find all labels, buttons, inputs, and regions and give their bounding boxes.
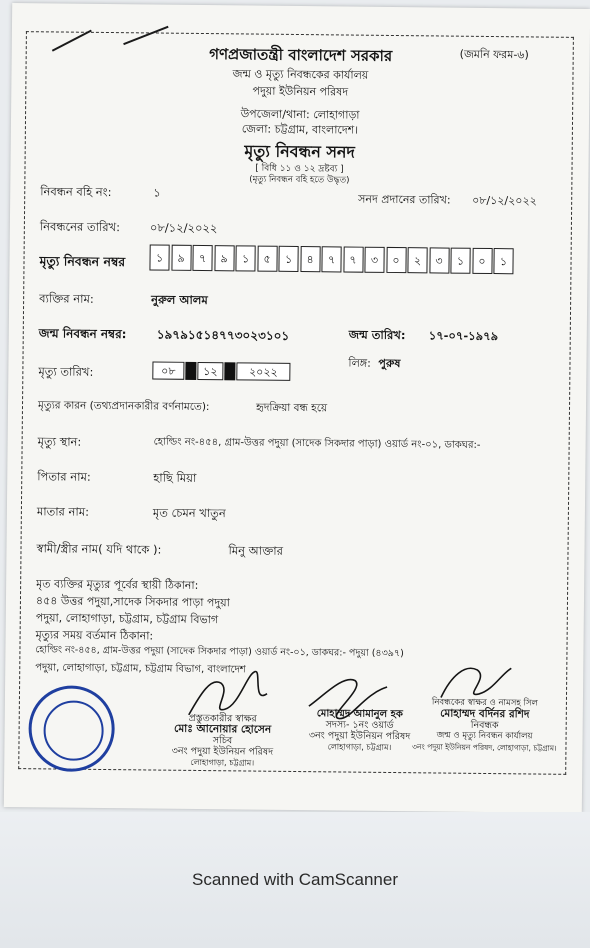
permanent-address-line2: পদুয়া, লোহাগাড়া, চট্টগ্রাম, চট্টগ্রাম বিভাগ bbox=[35, 611, 219, 627]
official-seal bbox=[28, 685, 115, 772]
spouse-name-label: স্বামী/স্ত্রীর নাম( যদি থাকে ): bbox=[36, 541, 162, 557]
death-registration-digit: ১ bbox=[278, 246, 298, 272]
header-government: গণপ্রজাতন্ত্রী বাংলাদেশ সরকার bbox=[209, 45, 393, 65]
current-address-line1: হোল্ডিং নং-৪৫৪, গ্রাম-উত্তর পদুয়া (সাদেক সিকদার পাড়া) ওয়ার্ড নং-০১, ডাকঘর:- পদুয়া (৪৩৯৭) bbox=[35, 644, 404, 660]
death-registration-digit: ৭ bbox=[321, 246, 341, 272]
permanent-address-line1: ৪৫৪ উত্তর পদুয়া,সাদেক সিকদার পাড়া পদুয়া bbox=[35, 594, 230, 610]
official-seal-inner-ring bbox=[43, 700, 104, 761]
scanner-watermark-text: Scanned with CamScanner bbox=[191, 870, 398, 889]
death-registration-digit: ৪ bbox=[300, 246, 320, 272]
register-book-value: ১ bbox=[153, 185, 161, 200]
preparer-role: প্রস্তুতকারীর স্বাক্ষর bbox=[188, 712, 257, 725]
signature-block-registrar bbox=[404, 697, 565, 754]
header-upazila: উপজেলা/থানা: লোহাগাড়া bbox=[240, 107, 360, 122]
death-date-boxes bbox=[152, 361, 292, 380]
death-registration-number-label: মৃত্যু নিবন্ধন নম্বর bbox=[39, 253, 126, 270]
death-registration-digit: ০ bbox=[472, 248, 492, 274]
death-registration-digit: ১ bbox=[149, 244, 169, 270]
birth-registration-number-label: জন্ম নিবন্ধন নম্বর: bbox=[38, 326, 127, 342]
current-address-line2: পদুয়া, লোহাগাড়া, চট্টগ্রাম, চট্টগ্রাম বিভাগ, বাংলাদেশ bbox=[35, 662, 246, 676]
header-union: পদুয়া ইউনিয়ন পরিষদ bbox=[252, 84, 349, 99]
register-book-label: নিবন্ধন বহি নং: bbox=[40, 184, 112, 200]
member-name: মোহাম্মদ আমানুল হক bbox=[316, 708, 403, 721]
mother-name-value: মৃত চেমন খাতুন bbox=[152, 505, 226, 521]
death-cause-value: হৃদক্রিয়া বন্ধ হয়ে bbox=[255, 401, 328, 415]
member-org: ৩নং পদুয়া ইউনিয়ন পরিষদ bbox=[308, 730, 411, 743]
death-registration-digit: ৯ bbox=[214, 245, 234, 271]
death-registration-digit: ৭ bbox=[343, 246, 363, 272]
death-registration-digit: ৭ bbox=[192, 245, 212, 271]
gender-label: লিঙ্গ: bbox=[348, 356, 371, 370]
mother-name-label: মাতার নাম: bbox=[36, 504, 90, 519]
certificate-paper bbox=[4, 3, 590, 813]
father-name-label: পিতার নাম: bbox=[37, 469, 91, 484]
death-date-separator bbox=[224, 362, 235, 380]
issue-date-value: ০৮/১২/২০২২ bbox=[472, 193, 537, 208]
death-registration-digit: ১ bbox=[450, 248, 470, 274]
death-registration-digit: ৩ bbox=[429, 247, 449, 273]
birth-date-label: জন্ম তারিখ: bbox=[348, 327, 406, 343]
death-registration-digit: ১ bbox=[493, 248, 513, 274]
death-registration-digit: ৩ bbox=[364, 247, 384, 273]
death-date-label: মৃত্যু তারিখ: bbox=[38, 364, 94, 379]
permanent-address-label: মৃত ব্যক্তির মৃত্যুর পূর্বের স্থায়ী ঠিকানা: bbox=[36, 577, 199, 592]
spouse-name-value: মিনু আক্তার bbox=[228, 543, 284, 558]
death-registration-digit: ৯ bbox=[171, 245, 191, 271]
birth-registration-number-value: ১৯৭৯১৫১৪৭৭৩০২৩১০১ bbox=[156, 327, 290, 343]
registrar-role: নিবন্ধকের স্বাক্ষর ও নামসহ সিল bbox=[431, 697, 538, 709]
death-date-month: ১২ bbox=[197, 362, 223, 380]
death-date-separator bbox=[185, 362, 196, 380]
person-name-value: নুরুল আলম bbox=[151, 292, 208, 308]
death-place-value: হোল্ডিং নং-৪৫৪, গ্রাম-উত্তর পদুয়া (সাদেক সিকদার পাড়া) ওয়ার্ড নং-০১, ডাকঘর:- bbox=[153, 436, 481, 451]
form-number: (জমনি ফরম-৬) bbox=[459, 47, 529, 62]
preparer-place: লোহাগাড়া, চট্টগ্রাম। bbox=[190, 757, 255, 768]
registrar-title: নিবন্ধক bbox=[470, 719, 499, 732]
preparer-name: মোঃ আনোয়ার হোসেন bbox=[174, 722, 272, 736]
signature-block-preparer bbox=[152, 713, 293, 769]
death-registration-digit: ০ bbox=[386, 247, 406, 273]
gender-value: পুরুষ bbox=[378, 356, 401, 371]
header-source: (মৃত্যু নিবন্ধন বহি হতে উদ্ধৃত) bbox=[249, 174, 350, 186]
death-place-label: মৃত্যু স্থান: bbox=[37, 434, 82, 449]
registrar-name: মোহাম্মদ বর্দিনর রশিদ bbox=[440, 707, 530, 721]
registrar-place: ৩নং পদুয়া ইউনিয়ন পরিষদ, লোহাগাড়া, চট্টগ্রাম। bbox=[412, 742, 557, 753]
death-registration-digit: ২ bbox=[407, 247, 427, 273]
death-registration-number-boxes bbox=[149, 244, 529, 274]
certificate-title: মৃত্যু নিবন্ধন সনদ bbox=[244, 141, 356, 162]
birth-date-value: ১৭-০৭-১৯৭৯ bbox=[428, 328, 499, 344]
header-rule: [ বিধি ১১ ও ১২ দ্রষ্টব্য ] bbox=[255, 163, 344, 175]
member-title: সদস্য- ১নং ওয়ার্ড bbox=[325, 719, 394, 732]
member-place: লোহাগাড়া, চট্টগ্রাম। bbox=[327, 742, 392, 753]
preparer-title: সচিব bbox=[212, 735, 233, 747]
registration-date-value: ০৮/১২/২০২২ bbox=[149, 220, 218, 236]
death-registration-digit: ১ bbox=[235, 245, 255, 271]
death-date-year: ২০২২ bbox=[236, 362, 290, 381]
registrar-org: জন্ম ও মৃত্যু নিবন্ধন কার্যালয় bbox=[436, 730, 533, 742]
header-office: জন্ম ও মৃত্যু নিবন্ধকের কার্যালয় bbox=[232, 67, 369, 82]
death-date-day: ০৮ bbox=[152, 361, 184, 379]
header-district: জেলা: চট্টগ্রাম, বাংলাদেশ। bbox=[241, 122, 359, 137]
current-address-label: মৃত্যুর সময় বর্তমান ঠিকানা: bbox=[35, 628, 154, 643]
father-name-value: হাছি মিয়া bbox=[153, 470, 197, 485]
issue-date-label: সনদ প্রদানের তারিখ: bbox=[358, 192, 451, 207]
death-registration-digit: ৫ bbox=[257, 246, 277, 272]
person-name-label: ব্যক্তির নাম: bbox=[39, 291, 94, 306]
death-cause-label: মৃত্যুর কারন (তথ্যপ্রদানকারীর বর্ণনামতে): bbox=[37, 399, 210, 414]
preparer-org: ৩নং পদুয়া ইউনিয়ন পরিষদ bbox=[171, 745, 274, 758]
registration-date-label: নিবন্ধনের তারিখ: bbox=[39, 219, 121, 235]
